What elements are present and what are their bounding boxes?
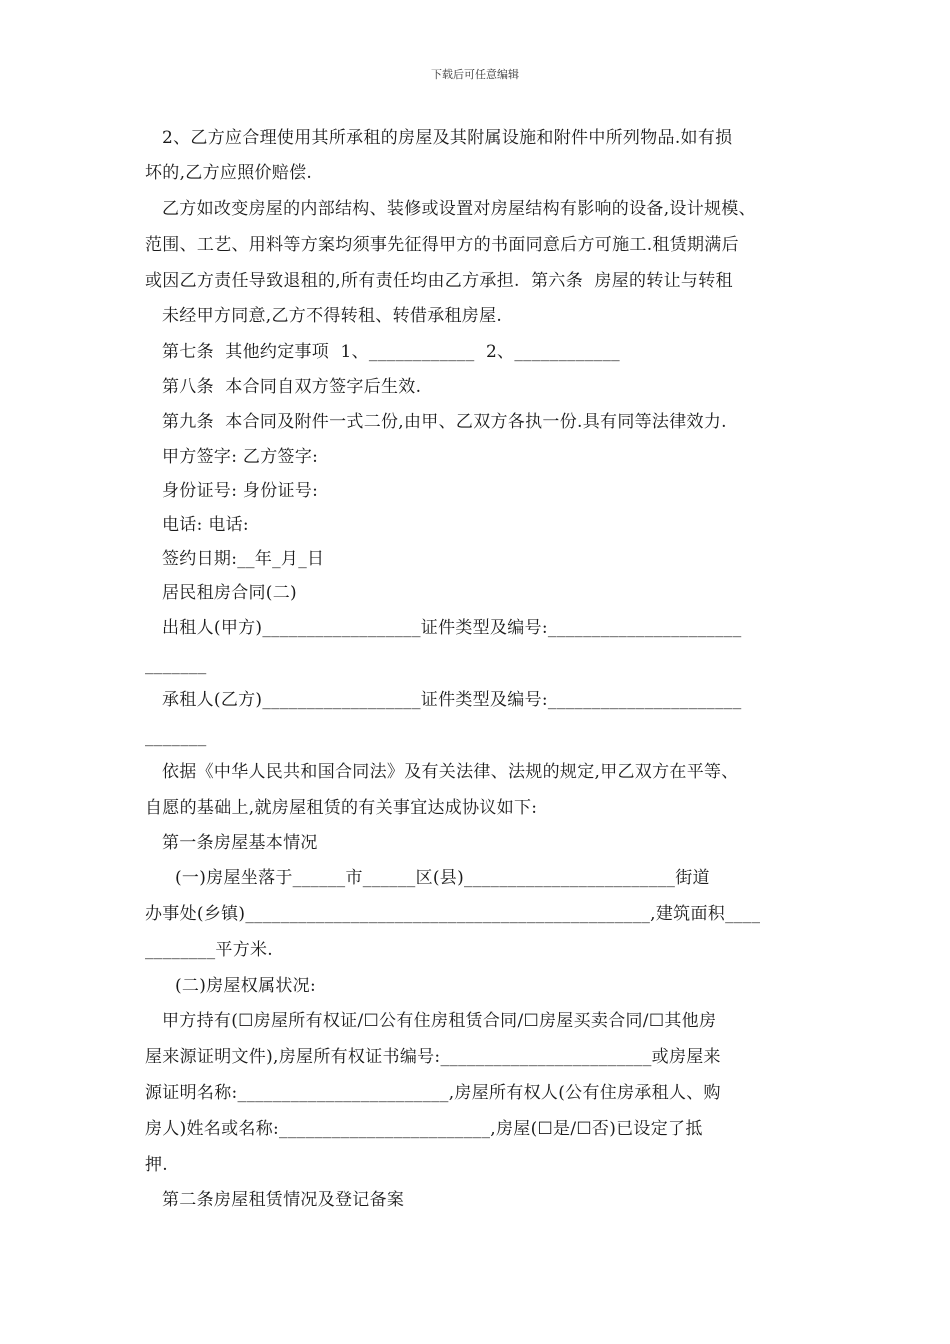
text-line: 第八条 本合同自双方签字后生效. [162, 377, 422, 397]
text-line: 范围、工艺、用料等方案均须事先征得甲方的书面同意后方可施工.租赁期满后 [145, 235, 739, 255]
page-header: 下载后可任意编辑 [431, 68, 519, 81]
text-line: 坏的,乙方应照价赔偿. [145, 163, 313, 183]
text-line: 屋来源证明文件),房屋所有权证书编号:________________________或房屋来 [145, 1047, 721, 1067]
text-line: 出租人(甲方)__________________证件类型及编号:______________________ [162, 618, 742, 638]
text-line: 办事处(乡镇)______________________________________________,建筑面积____ [145, 904, 761, 924]
text-line: 甲方签字: 乙方签字: [162, 447, 319, 467]
text-line: ________平方米. [145, 940, 274, 960]
text-line: _______ [145, 655, 207, 675]
text-line: 2、乙方应合理使用其所承租的房屋及其附属设施和附件中所列物品.如有损 [162, 128, 733, 148]
text-line: 第七条 其他约定事项 1、____________ 2、____________ [162, 342, 620, 362]
text-line: (一)房屋坐落于______市______区(县)________________________街道 [175, 868, 710, 888]
text-line: 押. [145, 1155, 169, 1175]
text-line: 第九条 本合同及附件一式二份,由甲、乙双方各执一份.具有同等法律效力. [162, 412, 727, 432]
text-line: 第一条房屋基本情况 [162, 833, 318, 853]
text-line: 房人)姓名或名称:________________________,房屋(☐是/☐否)已设定了抵 [145, 1119, 703, 1139]
text-line: 第二条房屋租赁情况及登记备案 [162, 1190, 405, 1210]
text-line: 未经甲方同意,乙方不得转租、转借承租房屋. [162, 306, 503, 326]
text-line: 电话: 电话: [162, 515, 249, 535]
text-line: 源证明名称:________________________,房屋所有权人(公有住房承租人、购 [145, 1083, 721, 1103]
text-line: 身份证号: 身份证号: [162, 481, 319, 501]
text-line: 自愿的基础上,就房屋租赁的有关事宜达成协议如下: [145, 798, 538, 818]
text-line: 甲方持有(☐房屋所有权证/☐公有住房租赁合同/☐房屋买卖合同/☐其他房 [162, 1011, 717, 1031]
text-line: 乙方如改变房屋的内部结构、装修或设置对房屋结构有影响的设备,设计规模、 [162, 199, 756, 219]
text-line: 或因乙方责任导致退租的,所有责任均由乙方承担. 第六条 房屋的转让与转租 [145, 271, 733, 291]
text-line: 承租人(乙方)__________________证件类型及编号:______________________ [162, 690, 742, 710]
text-line: 依据《中华人民共和国合同法》及有关法律、法规的规定,甲乙双方在平等、 [162, 762, 739, 782]
text-line: 居民租房合同(二) [162, 583, 297, 603]
text-line: _______ [145, 727, 207, 747]
text-line: (二)房屋权属状况: [175, 976, 316, 996]
text-line: 签约日期:__年_月_日 [162, 549, 325, 569]
